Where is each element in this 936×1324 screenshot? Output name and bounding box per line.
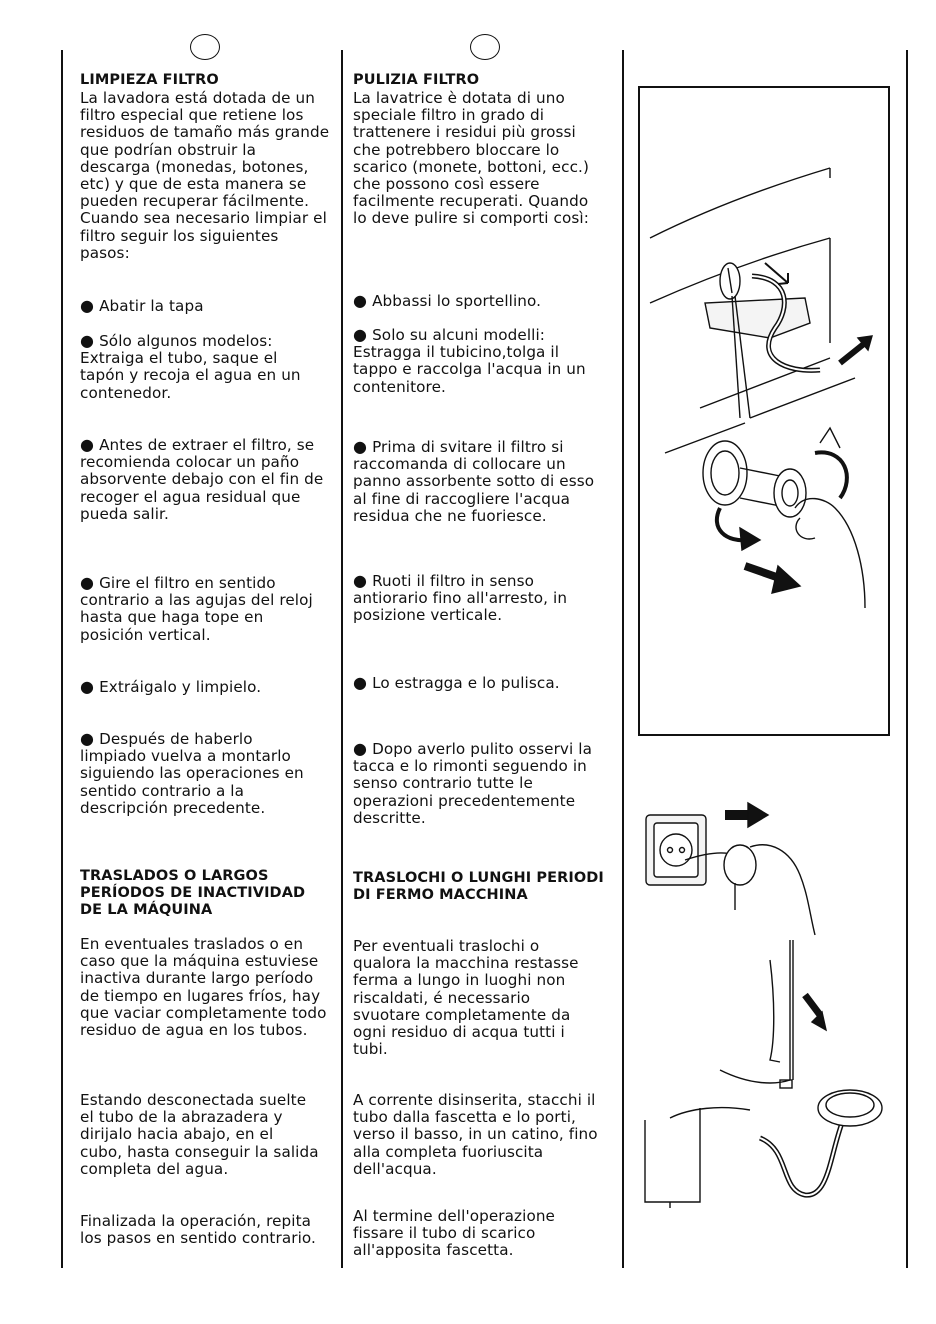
it-paragraph-1: Per eventuali traslochi o qualora la macchina restasse ferma a lungo in luoghi non riscaldati, é necessario svuotare completamente da ogni residuo di acqua tutti i tubi. <box>353 937 579 1059</box>
it-intro: La lavatrice è dotata di uno speciale filtro in grado di trattenere i residui più grossi che potrebbero bloccare lo scarico (monete, bottoni, ecc.) che possono così essere facilmente recuperati. Quando lo deve pulire si comporti così: <box>353 89 589 228</box>
column-divider-left <box>61 50 63 1268</box>
unplug-illustration <box>640 795 830 940</box>
es-paragraph-1: En eventuales traslados o en caso que la máquina estuviese inactiva durante largo período de tiempo en lugares fríos, hay que vaciar completamente todo residuo de agua en los tubos. <box>80 935 327 1040</box>
it-paragraph-2: A corrente disinserita, stacchi il tubo dalla fascetta e lo porti, verso il basso, in un catino, fino alla completa fuoriuscita dell'acqua. <box>353 1091 598 1178</box>
it-title-2: TRASLOCHI O LUNGHI PERIODI DI FERMO MACCHINA <box>353 870 604 903</box>
es-paragraph-3: Finalizada la operación, repita los pasos en sentido contrario. <box>80 1212 316 1248</box>
it-step-2: ● Solo su alcuni modelli: Estragga il tubicino,tolga il tappo e raccolga l'acqua in un contenitore. <box>353 326 598 396</box>
it-step-6: ● Dopo averlo pulito osservi la tacca e lo rimonti seguendo in senso contrario tutte le operazioni precedentemente descritte. <box>353 740 605 827</box>
es-title: LIMPIEZA FILTRO <box>80 72 219 88</box>
es-step-4: ● Gire el filtro en sentido contrario a las agujas del reloj hasta que haga tope en posición vertical. <box>80 574 315 644</box>
it-step-5: ● Lo estragga e lo pulisca. <box>353 674 605 692</box>
it-paragraph-3: Al termine dell'operazione fissare il tubo di scarico all'apposita fascetta. <box>353 1207 556 1260</box>
es-step-6: ● Después de haberlo limpiado vuelva a montarlo siguiendo las operaciones en sentido contrario a la descripción precedente. <box>80 730 320 817</box>
it-step-1: ● Abbassi lo sportellino. <box>353 292 605 310</box>
es-step-3: ● Antes de extraer el filtro, se recomienda colocar un paño absorvente debajo con el fin de recoger el agua residual que pueda salir. <box>80 436 330 523</box>
es-step-2: ● Sólo algunos modelos: Extraiga el tubo, saque el tapón y recoja el agua en un contenedor. <box>80 332 315 402</box>
es-intro: La lavadora está dotada de un filtro especial que retiene los residuos de tamaño más grande que podrían obstruir la descarga (monedas, botones, etc) y que de esta manera se pueden recuperar fácilmente. Cuando sea necesario limpiar el filtro seguir los siguientes pasos: <box>80 89 330 262</box>
es-title-2: TRASLADOS O LARGOS PERÍODOS DE INACTIVIDAD DE LA MÁQUINA <box>80 868 306 918</box>
language-circle-icon-it <box>470 34 500 60</box>
language-circle-icon-es <box>190 34 220 60</box>
column-divider-right <box>906 50 908 1268</box>
hose-drain-illustration <box>640 940 890 1220</box>
es-step-1: ● Abatir la tapa <box>80 297 330 315</box>
it-step-3: ● Prima di svitare il filtro si raccomanda di collocare un panno assorbente sotto di esso al fine di raccogliere l'acqua residua che ne fuoriesce. <box>353 438 598 525</box>
it-step-4: ● Ruoti il filtro in senso antiorario fino all'arresto, in posizione verticale. <box>353 572 605 625</box>
it-title: PULIZIA FILTRO <box>353 72 480 88</box>
es-paragraph-2: Estando desconectada suelte el tubo de la abrazadera y dirijalo hacia abajo, en el cubo, hasta conseguir la salida completa del agua. <box>80 1091 319 1178</box>
column-divider-center <box>622 50 624 1268</box>
column-divider-middle <box>341 50 343 1268</box>
es-step-5: ● Extráigalo y limpielo. <box>80 678 330 696</box>
filter-cleaning-illustration <box>640 88 888 734</box>
